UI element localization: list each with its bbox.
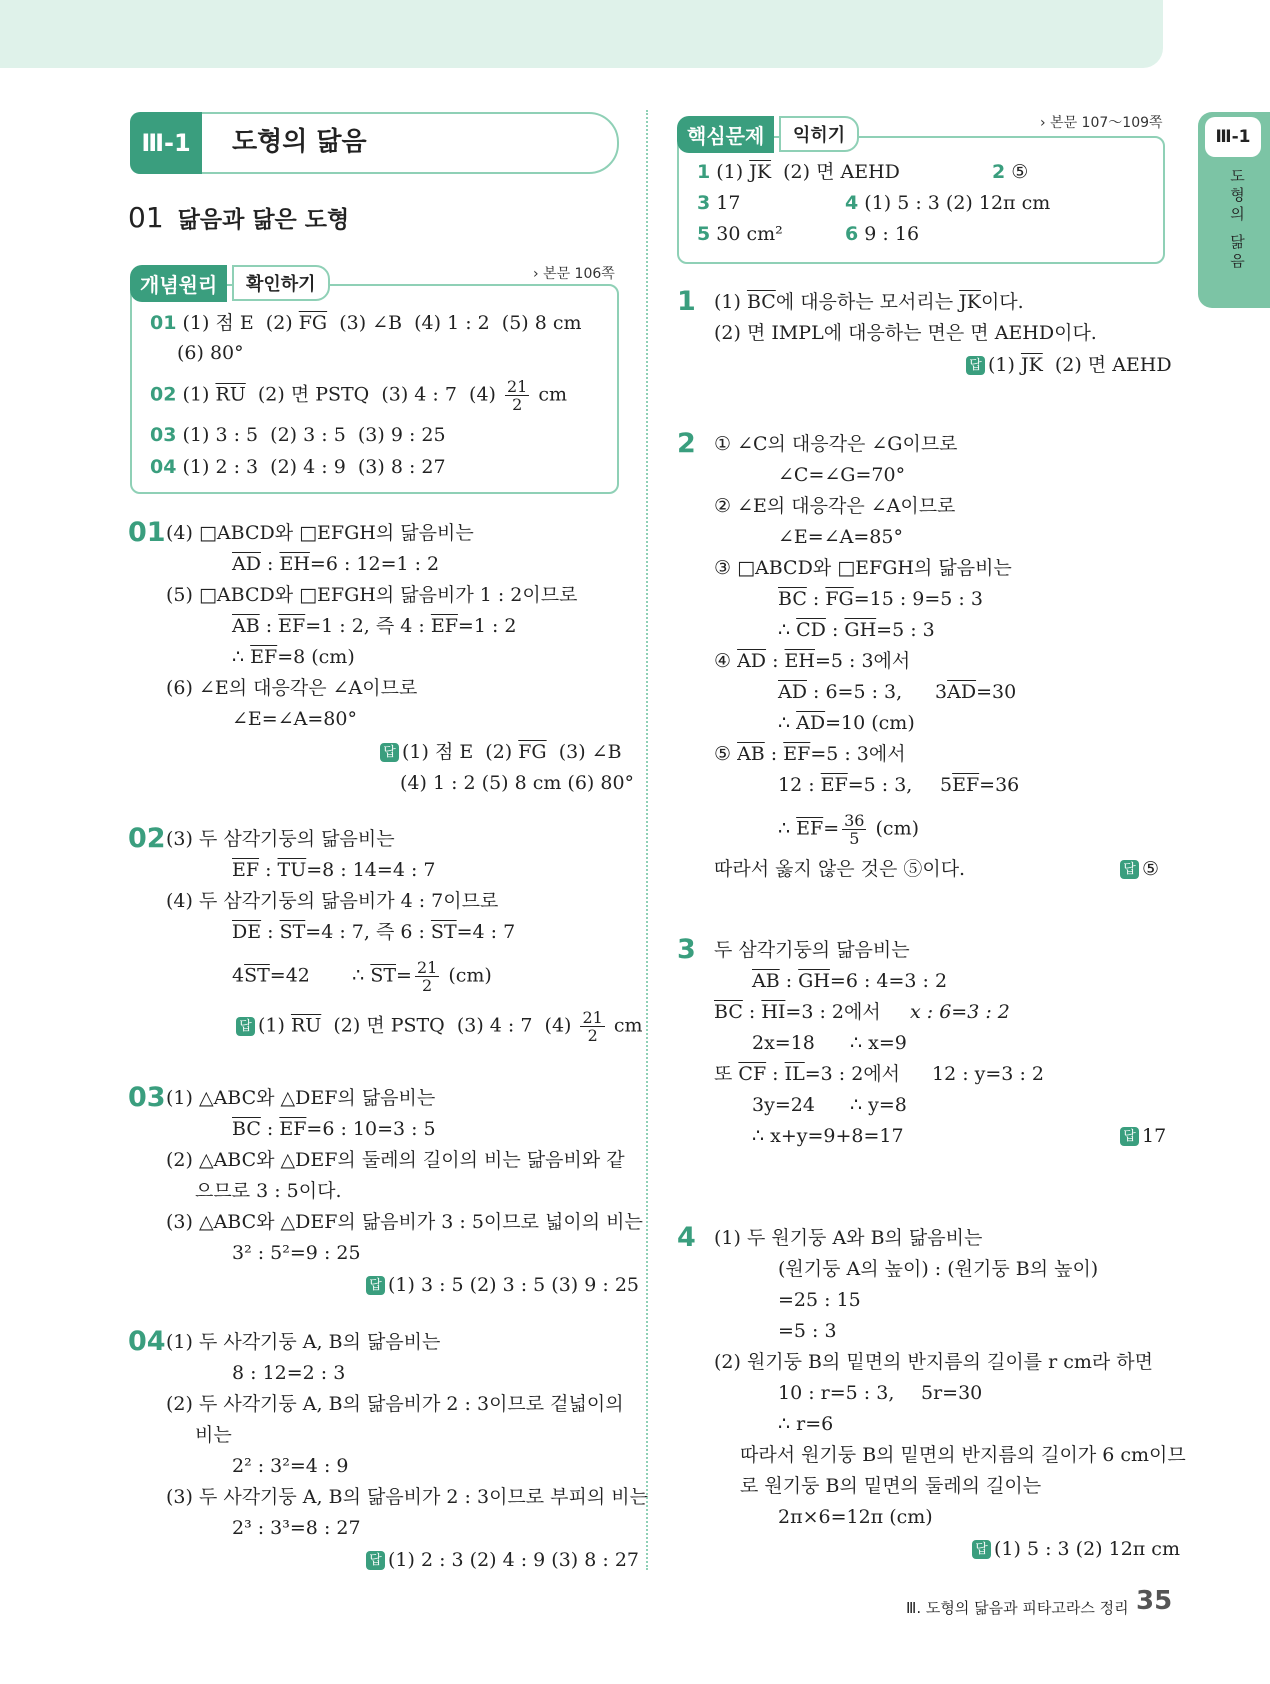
chapter-badge (130, 112, 202, 174)
p02-line: (3) 두 삼각기둥의 닮음비는 (166, 828, 395, 850)
p03-line: 으므로 3 : 5이다. (195, 1180, 342, 1202)
q2-line: 따라서 옳지 않은 것은 ⑤이다. (714, 858, 966, 880)
q2-line: $\overline{BC}$ : $\overline{FG}=15$ : 9=5 : 3 (778, 588, 983, 610)
concept-tag-sub: 확인하기 (232, 265, 330, 301)
footer-text: Ⅲ. 도형의 닮음과 피타고라스 정리 (906, 1599, 1129, 1617)
key-tag-sub: 익히기 (779, 116, 859, 152)
q2-line: 12 : $\overline{EF}=5$ : 3, (778, 774, 913, 796)
q4-line: (2) 원기둥 B의 밑면의 반지름의 길이를 r cm라 하면 (714, 1351, 1153, 1373)
p04-line: 8 : 12=2 : 3 (232, 1362, 346, 1384)
q4-line: =5 : 3 (778, 1320, 837, 1342)
p04-line: (3) 두 사각기둥 A, B의 닮음비가 2 : 3이므로 부피의 비는 (166, 1486, 648, 1508)
q2-line: ∴ $\overline{CD}$ : $\overline{GH}=5$ : 3 (778, 619, 935, 641)
q2-line: ② ∠E의 대응각은 ∠A이므로 (714, 495, 956, 517)
p01-answer: 답 (1) 점 E (2) $\overline{FG}$ (3) ∠B (380, 739, 622, 765)
q4-line: =25 : 15 (778, 1289, 861, 1311)
key-row-2: 3 17 (697, 192, 741, 214)
concept-line-4: 03 (1) 3 : 5 (2) 3 : 5 (3) 9 : 25 (150, 424, 446, 446)
problem-3-number: 3 (677, 934, 696, 965)
p04-line: 2² : 3²=4 : 9 (232, 1455, 349, 1477)
key-row-3: 5 30 cm² (697, 223, 783, 245)
q3-line: x : 6=3 : 2 (910, 1001, 1010, 1023)
side-tab-chapter: Ⅲ-1 (1205, 117, 1261, 157)
q4-line: 10 : r=5 : 3, (778, 1382, 895, 1404)
key-tag: 핵심문제 (677, 116, 774, 153)
p03-line: (2) △ABC와 △DEF의 둘레의 길이의 비는 닮음비와 같 (166, 1149, 625, 1171)
problem-2-number: 2 (677, 428, 696, 459)
p01-line: ∴ $\overline{EF}=8$ (cm) (232, 646, 355, 668)
q3-line: ∴ x=9 (850, 1032, 907, 1054)
q3-line: ∴ y=8 (850, 1094, 907, 1116)
q3-line: 3y=24 (752, 1094, 815, 1116)
p01-line: (4) □ABCD와 □EFGH의 닮음비는 (166, 522, 474, 544)
p03-line: $\overline{BC}$ : $\overline{EF}=6$ : 10=3 : 5 (232, 1118, 436, 1140)
p04-line: 2³ : 3³=8 : 27 (232, 1517, 361, 1539)
concept-line-1: 01 (1) 점 E (2) $\overline{FG}$ (3) ∠B (4) 1 : 2 (5) 8 cm (150, 312, 582, 334)
q2-line: ∠E=∠A=85° (778, 526, 903, 548)
p02-answer: 답 (1) $\overline{RU}$ (2) 면 PSTQ (3) 4 : 7 (4) $\frac{21}{2}$ cm (236, 1009, 643, 1044)
p04-line: 비는 (195, 1424, 232, 1446)
q1-line: (1) $\overline{BC}$에 대응하는 모서리는 $\overline{JK}$이다. (714, 291, 1024, 313)
p03-line: (1) △ABC와 △DEF의 닮음비는 (166, 1087, 436, 1109)
key-page-ref: › 본문 107～109쪽 (1040, 115, 1163, 131)
key-row-1b: 2 ⑤ (992, 161, 1029, 183)
q2-line: ① ∠C의 대응각은 ∠G이므로 (714, 433, 958, 455)
q4-line: 5r=30 (921, 1382, 983, 1404)
q3-line: ∴ x+y=9+8=17 (752, 1125, 904, 1147)
p03-line: (3) △ABC와 △DEF의 닮음비가 3 : 5이므로 넓이의 비는 (166, 1211, 643, 1233)
p01-line: ∠E=∠A=80° (232, 708, 357, 730)
concept-page-ref: › 본문 106쪽 (533, 266, 615, 282)
p01-line: (6) ∠E의 대응각은 ∠A이므로 (166, 677, 418, 699)
p01-line: $\overline{AD}$ : $\overline{EH}=6$ : 12=1 : 2 (232, 553, 440, 575)
section-number: 01 (128, 201, 164, 234)
p04-answer: 답 (1) 2 : 3 (2) 4 : 9 (3) 8 : 27 (366, 1547, 639, 1573)
concept-tag: 개념원리 (130, 265, 227, 302)
key-row-1: 1 (1) $\overline{JK}$ (2) 면 AEHD (697, 161, 900, 183)
q2-line: ③ □ABCD와 □EFGH의 닮음비는 (714, 557, 1012, 579)
q3-answer: 답 17 (1120, 1123, 1166, 1149)
p04-line: (1) 두 사각기둥 A, B의 닮음비는 (166, 1331, 441, 1353)
q3-line: 두 삼각기둥의 닮음비는 (714, 939, 910, 961)
q2-line: ④ $\overline{AD}$ : $\overline{EH}=5$ : 3에서 (714, 650, 911, 672)
q4-answer: 답 (1) 5 : 3 (2) 12π cm (972, 1536, 1180, 1562)
q2-line: $5\overline{EF}=36$ (940, 774, 1020, 796)
concept-line-2: (6) 80° (177, 342, 244, 364)
q2-line: $3\overline{AD}=30$ (935, 681, 1017, 703)
p01-answer: (4) 1 : 2 (5) 8 cm (6) 80° (400, 772, 635, 794)
q2-line: ∴ $\overline{AD}=10$ (cm) (778, 712, 915, 734)
q2-line: $\overline{AD}$ : 6=5 : 3, (778, 681, 903, 703)
p04-line: (2) 두 사각기둥 A, B의 닮음비가 2 : 3이므로 겉넓이의 (166, 1393, 624, 1415)
problem-01-number: 01 (128, 517, 166, 548)
p03-line: 3² : 5²=9 : 25 (232, 1242, 361, 1264)
q3-line: 12 : y=3 : 2 (932, 1063, 1044, 1085)
problem-03-number: 03 (128, 1082, 166, 1113)
key-row-3b: 6 9 : 16 (845, 223, 920, 245)
q4-line: 로 원기둥 B의 밑면의 둘레의 길이는 (740, 1475, 1042, 1497)
q2-line: ∴ $\overline{EF}=$ $\frac{36}{5}$ (cm) (778, 811, 920, 848)
page-number: 35 (1136, 1586, 1173, 1616)
q1-answer: 답 (1) $\overline{JK}$ (2) 면 AEHD (966, 352, 1172, 378)
q3-line: 또 $\overline{CF}$ : $\overline{IL}=3$ : 2에서 (714, 1063, 901, 1085)
top-band (0, 0, 1163, 68)
column-divider (646, 110, 648, 1570)
p02-line: (4) 두 삼각기둥의 닮음비가 4 : 7이므로 (166, 890, 499, 912)
q4-line: 2π×6=12π (cm) (778, 1506, 933, 1528)
q2-answer: 답 ⑤ (1120, 856, 1159, 882)
problem-1-number: 1 (677, 286, 696, 317)
q4-line: (원기둥 A의 높이) : (원기둥 B의 높이) (778, 1258, 1099, 1280)
q2-line: ∠C=∠G=70° (778, 464, 906, 486)
q3-line: $\overline{AB}$ : $\overline{GH}=6$ : 4=3 : 2 (752, 970, 948, 992)
p01-line: (5) □ABCD와 □EFGH의 닮음비가 1 : 2이므로 (166, 584, 578, 606)
concept-line-5: 04 (1) 2 : 3 (2) 4 : 9 (3) 8 : 27 (150, 456, 446, 478)
q4-line: ∴ r=6 (778, 1413, 834, 1435)
problem-4-number: 4 (677, 1222, 696, 1253)
p01-line: $\overline{AB}$ : $\overline{EF}=1$ : 2, 즉 4 : $\overline{EF}=1$ : 2 (232, 615, 517, 637)
p02-line: $\overline{DE}$ : $\overline{ST}=4$ : 7, 즉 6 : $\overline{ST}=4$ : 7 (232, 921, 516, 943)
section-title: 닮음과 닮은 도형 (177, 207, 350, 233)
side-tab-label: 도형의 닮음 (1228, 168, 1246, 272)
problem-04-number: 04 (128, 1326, 166, 1357)
q3-line: $\overline{BC}$ : $\overline{HI}=3$ : 2에서 (714, 1001, 881, 1023)
chapter-number: Ⅲ-1 (141, 129, 191, 157)
concept-line-3: 02 (1) $\overline{RU}$ (2) 면 PSTQ (3) 4 : 7 (4) $\frac{21}{2}$ cm (150, 377, 568, 414)
q3-line: 2x=18 (752, 1032, 815, 1054)
chapter-title: 도형의 닮음 (232, 127, 367, 157)
p02-line: $\overline{EF}$ : $\overline{TU}=8$ : 14=4 : 7 (232, 859, 436, 881)
problem-02-number: 02 (128, 823, 166, 854)
p03-answer: 답 (1) 3 : 5 (2) 3 : 5 (3) 9 : 25 (366, 1272, 639, 1298)
q4-line: (1) 두 원기둥 A와 B의 닮음비는 (714, 1227, 983, 1249)
q2-line: ⑤ $\overline{AB}$ : $\overline{EF}=5$ : 3에서 (714, 743, 906, 765)
q1-line: (2) 면 IMPL에 대응하는 면은 면 AEHD이다. (714, 322, 1097, 344)
key-row-2b: 4 (1) 5 : 3 (2) 12π cm (845, 192, 1051, 214)
chapter-header (130, 112, 619, 174)
q4-line: 따라서 원기둥 B의 밑면의 반지름의 길이가 6 cm이므 (740, 1444, 1186, 1466)
p02-line: $4\overline{ST}=42$ ∴ $\overline{ST}=$ $\frac{21}{2}$ (cm) (232, 958, 492, 995)
section-heading (128, 201, 350, 234)
